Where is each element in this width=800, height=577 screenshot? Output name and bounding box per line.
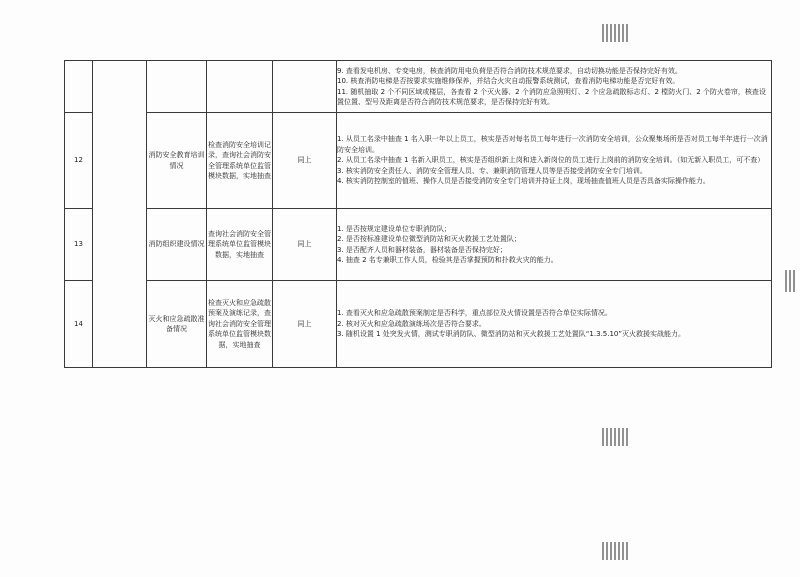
- row-number-cell: [65, 61, 93, 113]
- standard-line: 1. 查看灭火和应急疏散预案制定是否科学，重点部位及火情设置是否符合单位实际情况。: [337, 309, 612, 318]
- inspection-item-cell: 灭火和应急疏散准备情况: [147, 281, 207, 368]
- standard-line: 3. 核实消防安全责任人、消防安全管理人员、专、兼职消防管理人员等是否接受消防安全专门培训。: [337, 166, 647, 175]
- standard-line: 2. 是否按标准建设单位微型消防站和灭火救援工艺处置队；: [337, 235, 521, 243]
- inspection-method-cell: 检查灭火和应急疏散预案及演练记录，查询社会消防安全管理系统单位监管模块数据，实地抽查: [207, 281, 273, 368]
- inspection-standard-cell: [337, 281, 772, 368]
- standard-line: 4. 核实消防控制室的值班、操作人员是否接受消防安全专门培训并持证上岗，现场抽查值班人员是否具备实际操作能力。: [337, 177, 710, 186]
- scan-artifact-mark: [785, 270, 795, 292]
- inspection-standard-cell: [337, 61, 772, 113]
- scan-artifact-mark: [602, 428, 628, 446]
- standard-line: 4. 抽查 2 名专兼职工作人员，检验其是否掌握预防和扑救火灾的能力。: [337, 256, 558, 264]
- scan-artifact-mark: [602, 542, 628, 560]
- inspection-way-cell: 同上: [273, 113, 337, 209]
- table-row: [65, 209, 772, 281]
- standard-line: 1. 是否按规定建设单位专职消防队；: [337, 224, 451, 233]
- inspection-item-cell: 消防组织建设情况: [147, 209, 207, 281]
- scan-artifact-mark: [602, 24, 628, 42]
- inspection-standard-cell: [337, 113, 772, 209]
- standard-line: 11. 随机抽取 2 个不同区域或楼层，各查看 2 个灭火器、2 个消防应急照明灯、2 个应急疏散标志灯、2 樘防火门、2 个防火卷帘，核查设置位置、型号及距离是否符合消防技术规范要求，是否保持完好有效。: [337, 87, 766, 106]
- inspection-table: [64, 60, 772, 368]
- standard-line: 1. 从员工名录中抽查 1 名入职一年以上员工，核实是否对每名员工每年进行一次消防安全培训，公众聚集场所是否对员工每半年进行一次消防安全培训。: [337, 135, 768, 154]
- table-row: [65, 61, 772, 113]
- table-row: [65, 113, 772, 209]
- standard-line: 3. 随机设置 1 处突发火情，测试专职消防队、微型消防站和灭火救援工艺处置队“1.3.5.10”灭火救援实战能力。: [337, 330, 686, 339]
- row-number-cell: 14: [65, 281, 93, 368]
- inspection-item-cell: 消防安全教育培训情况: [147, 113, 207, 209]
- row-number-cell: 12: [65, 113, 93, 209]
- inspection-way-cell: 同上: [273, 281, 337, 368]
- standard-line: 2. 核对灭火和应急疏散演练场次是否符合要求。: [337, 319, 486, 328]
- table-row: [65, 281, 772, 368]
- standard-line: 2. 从员工名录中抽查 1 名新入职员工，核实是否组织新上岗和进入新岗位的员工进行上岗前的消防安全培训。（如无新入职员工，可不查）: [337, 156, 765, 165]
- inspection-method-cell: 查询社会消防安全管理系统单位监管模块数据，实地抽查: [207, 209, 273, 281]
- merged-category-cell: [93, 61, 147, 368]
- inspection-method-cell: 检查消防安全培训记录，查询社会消防安全管理系统单位监管模块数据，实地抽查: [207, 113, 273, 209]
- inspection-item-cell: [147, 61, 207, 113]
- standard-line: 3. 是否配齐人员和器材装备，器材装备是否保持完好；: [337, 245, 507, 254]
- inspection-way-cell: 同上: [273, 209, 337, 281]
- standard-line: 9. 查看发电机房、专变电房，核查消防用电负荷是否符合消防技术规范要求，自动切换功能是否保持完好有效。: [337, 66, 682, 75]
- inspection-way-cell: [273, 61, 337, 113]
- row-number-cell: 13: [65, 209, 93, 281]
- inspection-standard-cell: [337, 209, 772, 281]
- standard-line: 10. 核查消防电梯是否按要求实施维修保养，并结合火灾自动报警系统测试，查看消防电梯功能是否完好有效。: [337, 77, 680, 85]
- inspection-method-cell: [207, 61, 273, 113]
